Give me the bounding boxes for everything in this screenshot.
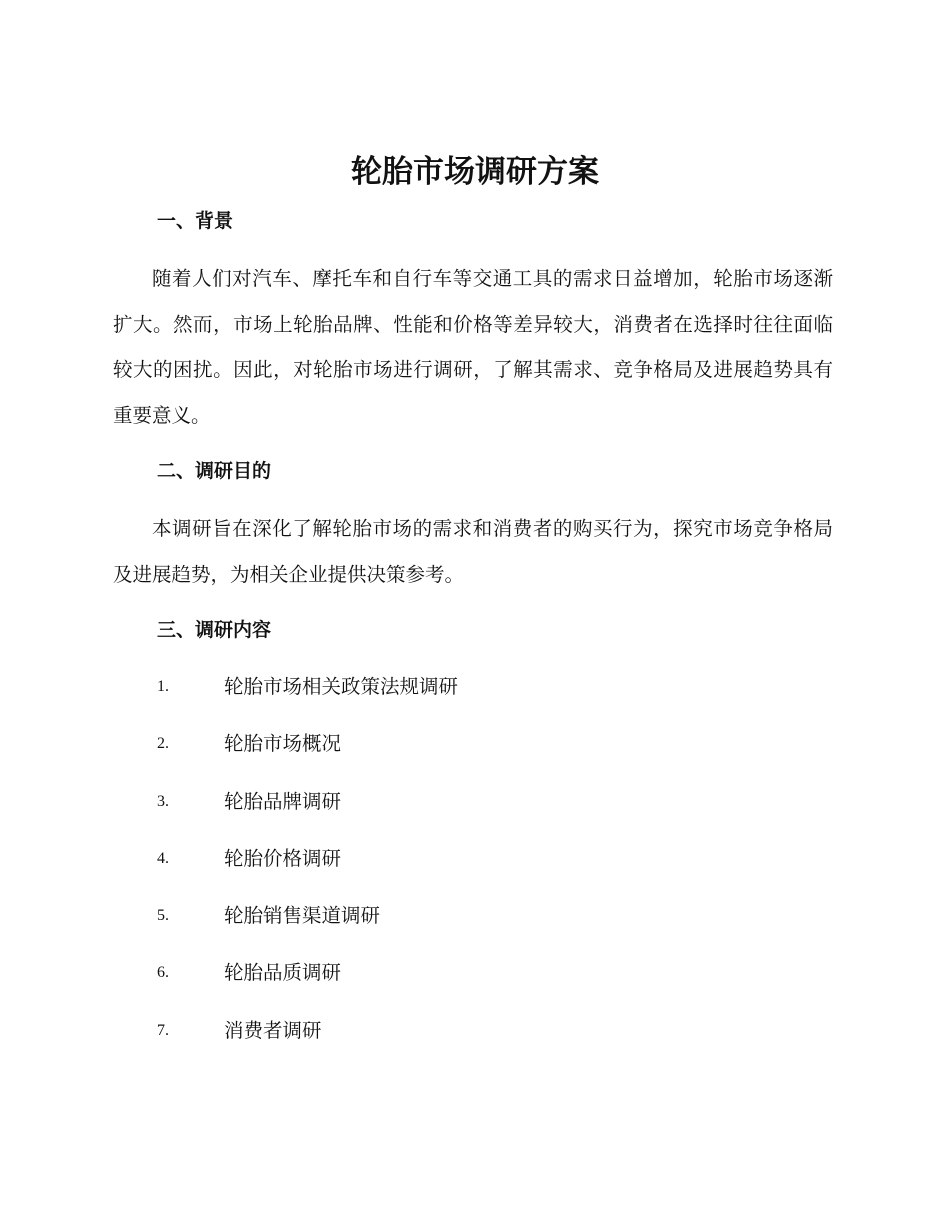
list-item-text: 消费者调研	[224, 1018, 322, 1042]
section-heading-content: 三、调研内容	[157, 619, 272, 641]
list-item	[157, 957, 458, 1014]
list-item-text: 轮胎市场相关政策法规调研	[224, 675, 459, 698]
research-content-list	[157, 671, 458, 1072]
list-item-number: 7.	[157, 1021, 169, 1039]
list-item-number: 5.	[157, 907, 169, 925]
list-item	[157, 900, 458, 957]
list-item-text: 轮胎品质调研	[224, 961, 342, 985]
list-item	[157, 843, 458, 900]
list-item-text: 轮胎市场概况	[224, 732, 342, 756]
list-item-number: 2.	[157, 735, 169, 753]
section-heading-background: 一、背景	[157, 210, 234, 232]
list-item	[157, 1015, 458, 1072]
list-item-number: 4.	[157, 849, 169, 867]
section-heading-purpose: 二、调研目的	[157, 460, 272, 482]
list-item	[157, 728, 458, 785]
background-paragraph: 随着人们对汽车、摩托车和自行车等交通工具的需求日益增加，轮胎市场逐渐扩大。然而，市场上轮胎品牌、性能和价格等差异较大，消费者在选择时往往面临较大的困扰。因此，对轮胎市场进行调研，了解其需求、竞争格局及进展趋势具有重要意义。	[113, 267, 833, 427]
list-item-text: 轮胎品牌调研	[224, 789, 342, 813]
list-item-number: 3.	[157, 792, 169, 810]
document-title: 轮胎市场调研方案	[351, 154, 599, 190]
purpose-paragraph: 本调研旨在深化了解轮胎市场的需求和消费者的购买行为，探究市场竞争格局及进展趋势，为相关企业提供决策参考。	[113, 517, 833, 586]
list-item-number: 1.	[157, 678, 169, 695]
list-item-text: 轮胎价格调研	[224, 846, 342, 870]
list-item-text: 轮胎销售渠道调研	[224, 904, 381, 928]
list-item-number: 6.	[157, 964, 169, 982]
list-item	[157, 786, 458, 843]
list-item	[157, 671, 458, 728]
